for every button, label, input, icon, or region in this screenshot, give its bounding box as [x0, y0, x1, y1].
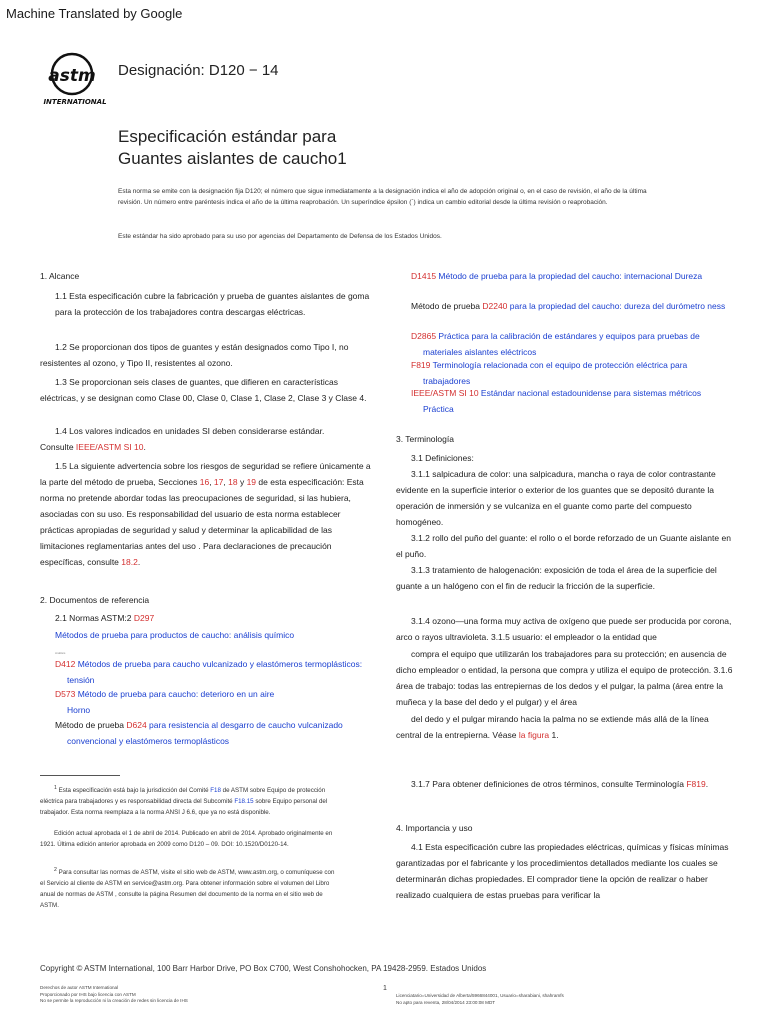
- section-4-heading: 4. Importancia y uso: [396, 823, 473, 833]
- translation-banner: Machine Translated by Google: [6, 6, 183, 21]
- ref-d412-title[interactable]: Métodos de prueba para caucho vulcanizado y elastómeros termoplásticos: tensión: [67, 659, 363, 685]
- para-1-2: 1.2 Se proporcionan dos tipos de guantes y están designados como Tipo I, no resistentes al ozono, y Tipo II, resistentes al ozono.: [40, 342, 349, 368]
- ref-d297-code[interactable]: D297: [133, 613, 155, 623]
- footnote-divider: [40, 775, 120, 776]
- para-3-1-6: del dedo y el pulgar mirando hacia la palma no se extiende más allá de la línea central de la entrepierna. Véase la figura 1.: [396, 714, 709, 740]
- ref-d412-code[interactable]: D412: [55, 659, 76, 669]
- link-f18[interactable]: F18: [210, 787, 221, 795]
- footer-right-line-1: Licenciatario=Universidad de Alberta/5966844001, Usuario=sharabiani, shahramfs: [396, 993, 564, 998]
- para-1-4: 1.4 Los valores indicados en unidades SI deben considerarse estándar. Consulte IEEE/ASTM SI 10.: [40, 426, 325, 452]
- ref-d2865-title[interactable]: Práctica para la calibración de estándares y equipos para pruebas de materiales aislantes eléctricos: [423, 331, 700, 357]
- link-section-17[interactable]: 17: [213, 477, 224, 487]
- ref-d297-title[interactable]: Métodos de prueba para productos de caucho: análisis químico: [55, 630, 295, 640]
- page-number: 1: [383, 985, 387, 992]
- section-2-heading: 2. Documentos de referencia: [40, 595, 150, 605]
- ref-d412: [40, 656, 375, 688]
- ref-f819-title[interactable]: Terminología relacionada con el equipo de protección eléctrica para trabajadores: [423, 360, 688, 386]
- ref-d573-title[interactable]: Método de prueba para caucho: deterioro en un aire: [75, 689, 275, 699]
- ref-d1415-title[interactable]: Método de prueba para la propiedad del caucho: internacional Dureza: [436, 271, 703, 281]
- ref-d2240: Método de prueba D2240 para la propiedad del caucho: dureza del durómetro ness: [411, 301, 726, 311]
- para-3-1-4: 3.1.4 ozono—una forma muy activa de oxígeno que puede ser producida por corona, arco o rayos ultravioleta. 3.1.5 usuario: el empleador o la entidad que: [396, 616, 732, 642]
- para-3-1-5: compra el equipo que utilizarán los trabajadores para su protección; en ausencia de dicho empleador o entidad, la persona que compra y utiliza el equipo de protección. 3.1.6 área de trabajo: todas las entrepiernas de los dedos y el pulgar, la palma (área entre la muñeca y la base del dedo y el pulgar) y el área: [396, 649, 733, 707]
- footer-right-line-2: No apto para reventa, 28/04/2014 23:00:08 MDT: [396, 999, 496, 1005]
- link-ieee-astm-si10[interactable]: IEEE/ASTM SI 10: [75, 442, 144, 452]
- section-1-heading: 1. Alcance: [40, 271, 80, 281]
- para-4-1: 4.1 Esta especificación cubre las propiedades eléctricas, químicas y físicas mínimas garantizadas por el fabricante y los procedimientos detallados mediante los cuales se determinarán dichas propiedades. El comprador tiene la opción de realizar o haber realizado cualquiera de estas pruebas para verificar la: [396, 842, 729, 900]
- ref-d2865: [396, 328, 734, 360]
- link-f18-15[interactable]: F18.15: [234, 798, 254, 806]
- ref-d624: Método de prueba D624 para resistencia al desgarro de caucho vulcanizado convencional y elastómeros termoplásticos: [55, 720, 343, 746]
- para-3-1-3: 3.1.3 tratamiento de halogenación: exposición de toda el área de la superficie del guante a un halógeno con el fin de reducir la fricción de la superficie.: [396, 565, 717, 591]
- footer-right: [396, 993, 736, 1006]
- link-section-19[interactable]: 19: [246, 477, 257, 487]
- left-column: [40, 0, 375, 1024]
- ref-d624-code[interactable]: D624: [126, 720, 147, 730]
- copyright-line: Copyright © ASTM International, 100 Barr Harbor Drive, PO Box C700, West Conshohocken, PA 19428-2959. Estados Unidos: [40, 964, 487, 973]
- para-1-5: 1.5 La siguiente advertencia sobre los riesgos de seguridad se refiere únicamente a la parte del método de prueba, Secciones 16, 17, 18 y 19 de esta especificación: Esta norma no pretende abordar todas las preocupaciones de seguridad, si las hubiera, asociadas con su uso. Es responsabilidad del usuario de esta norma establecer prácticas apropiadas de seguridad y salud y determinar la aplicabilidad de las limitaciones reglamentarias antes del uso . Para declaraciones de precaución específicas, consulte 18.2.: [40, 461, 371, 567]
- title-line-2: Guantes aislantes de caucho1: [118, 149, 347, 168]
- footer-left-line-1: Derechos de autor ASTM International: [40, 985, 119, 990]
- ref-d2240-code[interactable]: D2240: [482, 301, 508, 311]
- intro-paragraph-2: Este estándar ha sido aprobado para su uso por agencias del Departamento de Defensa de los Estados Unidos.: [118, 233, 442, 240]
- para-3-1: 3.1 Definiciones:: [411, 453, 474, 463]
- svg-text:astm: astm: [48, 66, 96, 86]
- link-figure-1[interactable]: la figura: [518, 730, 550, 740]
- ref-d1415: [396, 268, 734, 284]
- logo-subtitle: INTERNATIONAL: [43, 98, 107, 106]
- designation: Designación: D120 − 14: [118, 62, 279, 79]
- para-3-1-7: 3.1.7 Para obtener definiciones de otros términos, consulte Terminología F819.: [411, 779, 709, 789]
- link-f819[interactable]: F819: [686, 779, 706, 789]
- ref-d573: [40, 686, 375, 718]
- ref-d573-code[interactable]: D573: [55, 689, 76, 699]
- link-section-16[interactable]: 16: [199, 477, 210, 487]
- link-section-18[interactable]: 18: [228, 477, 238, 487]
- ref-d2240-title[interactable]: para la propiedad del caucho: dureza del durómetro ness: [507, 301, 726, 311]
- title-line-1: Especificación estándar para: [118, 127, 337, 146]
- footnote-1: $^1$ Esta especificación está bajo la jurisdicción del Comité F18 de ASTM sobre Equipo de protección eléctrica para trabajadores y es responsabilidad directa del Subcomité F18.15 sobre Equipo personal del trabajador. Esta norma reemplaza a la norma ANSI J 6.6, que ya no está disponible.: [40, 785, 328, 817]
- footer-left-line-3: No se permite la reproducción ni la creación de redes sin licencia de IHS: [40, 998, 188, 1003]
- para-2-1: 2.1 Normas ASTM:2 D297: [55, 613, 155, 623]
- ref-d297-tiny: Análisis: [55, 651, 66, 655]
- ref-d573-tail[interactable]: Horno: [67, 705, 91, 715]
- para-1-1: 1.1 Esta especificación cubre la fabricación y prueba de guantes aislantes de goma para la protección de los trabajadores contra descargas eléctricas.: [55, 291, 370, 317]
- para-3-1-1: 3.1.1 salpicadura de color: una salpicadura, mancha o raya de color contrastante evidente en la superficie interior o exterior de los guantes que se depositó durante la operación de inmersión y se vulcaniza en el guante como parte del compuesto homogéneo.: [396, 469, 716, 527]
- right-column: [396, 0, 734, 1024]
- para-1-3: 1.3 Se proporcionan seis clases de guantes, que difieren en características eléctricas, y se designan como Clase 00, Clase 0, Clase 1, Clase 2, Clase 3 y Clase 4.: [40, 377, 367, 403]
- footnote-1-edition: Edición actual aprobada el 1 de abril de 2014. Publicado en abril de 2014. Aprobado originalmente en 1921. Última edición anterior aprobada en 2009 como D120 – 09. DOI: 10.1520/D0120-14.: [40, 830, 333, 848]
- ref-f819-code[interactable]: F819: [411, 360, 431, 370]
- footnote-2: $^2$ Para consultar las normas de ASTM, visite el sitio web de ASTM, www.astm.org, o comuníquese con el Servicio al cliente de ASTM en service@astm.org. Para obtener información sobre el volumen del Libro anual de normas de ASTM , consulte la página Resumen del documento de la norma en el sitio web de ASTM.: [40, 867, 335, 910]
- link-section-18-2[interactable]: 18.2: [121, 557, 138, 567]
- ref-d1415-code[interactable]: D1415: [411, 271, 437, 281]
- ref-d624-title[interactable]: para resistencia al desgarro de caucho vulcanizado convencional y elastómeros termoplásticos: [67, 720, 343, 746]
- footer-left-line-2: Proporcionado por IHS bajo licencia con ASTM: [40, 991, 136, 997]
- footer-left: [40, 985, 340, 1005]
- ref-si10-code[interactable]: IEEE/ASTM SI 10: [411, 388, 479, 398]
- intro-paragraph-1: Esta norma se emite con la designación fija D120; el número que sigue inmediatamente a la designación indica el año de adopción original o, en el caso de revisión, el año de la última revisión. Un número entre paréntesis indica el año de la última reaprobación. Un superíndice épsilon (´) indica un cambio editorial desde la última revisión o reaprobación.: [118, 188, 647, 206]
- ref-d2865-code[interactable]: D2865: [411, 331, 437, 341]
- ref-si10-title[interactable]: Estándar nacional estadounidense para sistemas métricos Práctica: [423, 388, 702, 414]
- para-3-1-2: 3.1.2 rollo del puño del guante: el rollo o el borde reforzado de un Guante aislante en el puño.: [396, 533, 731, 559]
- ref-si10: [396, 385, 734, 417]
- section-3-heading: 3. Terminología: [396, 434, 454, 444]
